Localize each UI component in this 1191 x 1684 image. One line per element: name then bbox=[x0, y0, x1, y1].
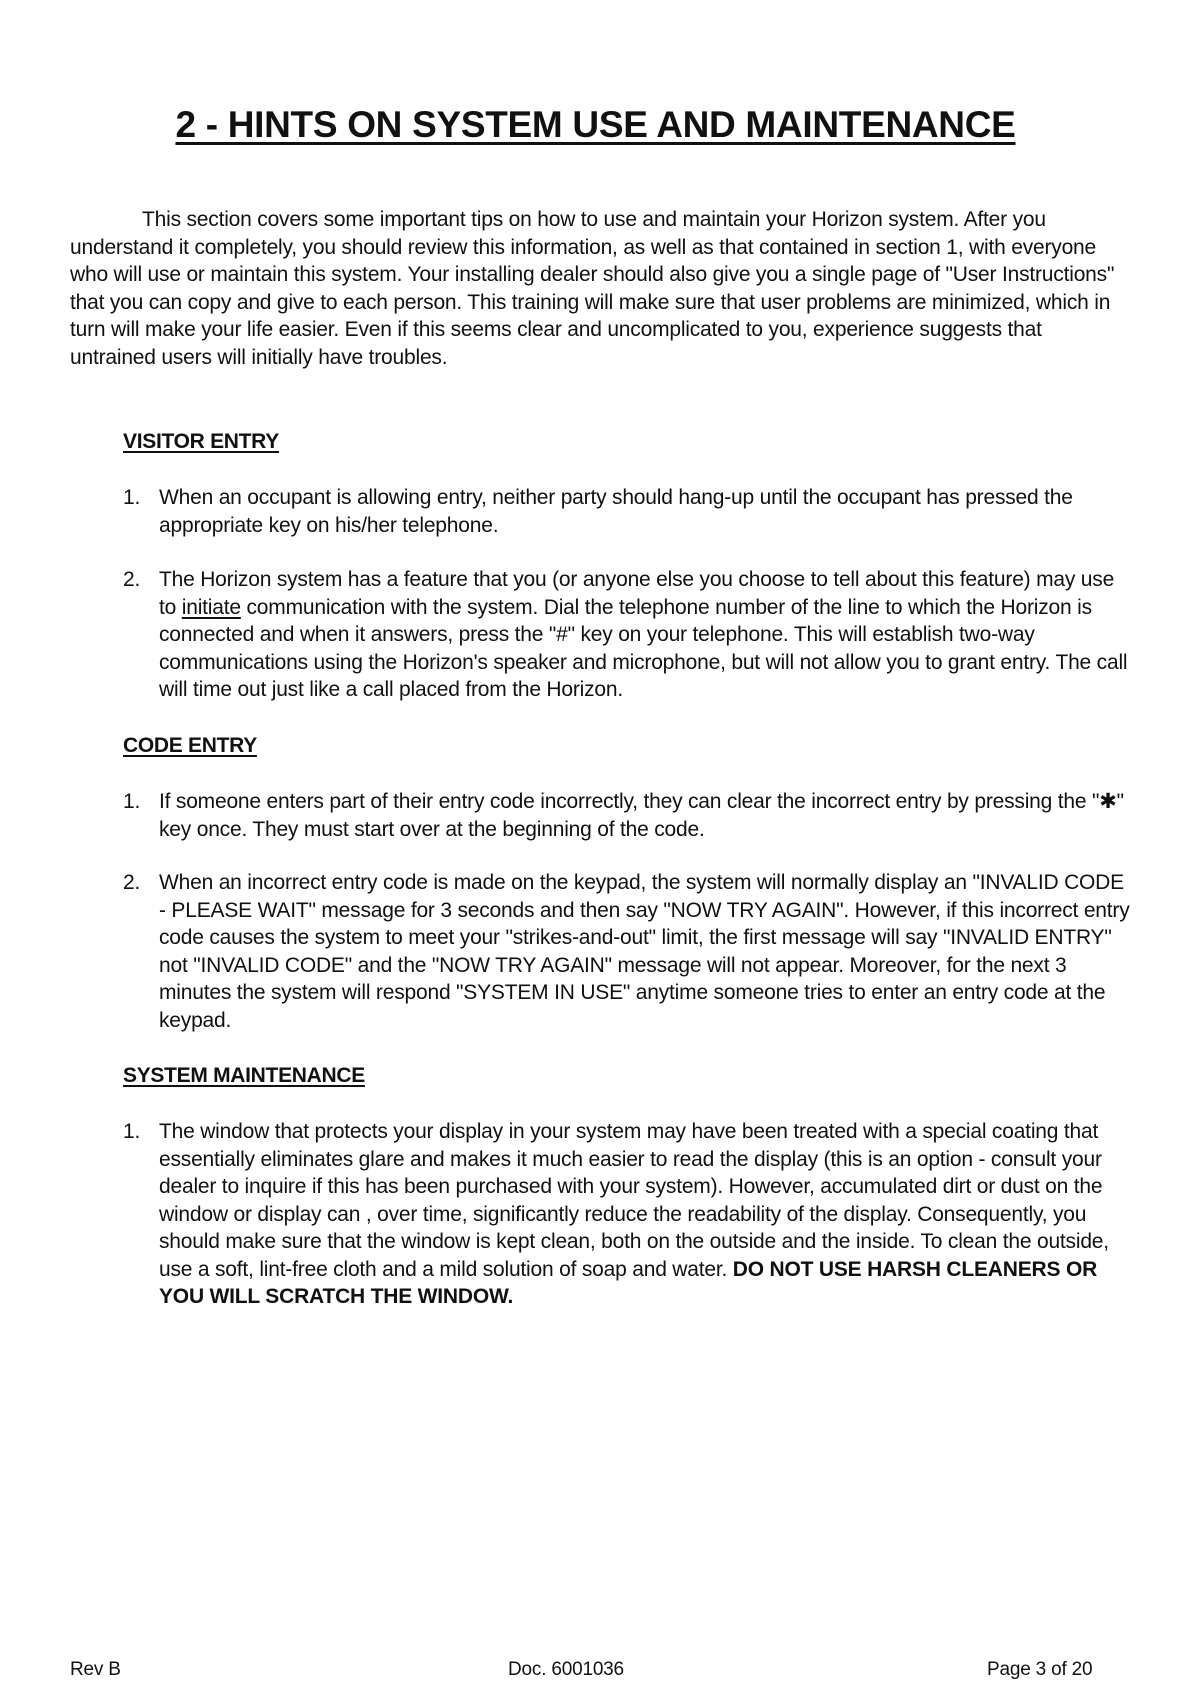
footer-doc-number: Doc. 6001036 bbox=[508, 1659, 624, 1680]
footer-revision: Rev B bbox=[70, 1659, 121, 1680]
code-entry-item-1 bbox=[123, 788, 1133, 843]
item-text: When an occupant is allowing entry, neither party should hang-up until the occupant has pressed the appropriate key on his/her telephone. bbox=[159, 486, 1073, 537]
item-number: 1. bbox=[123, 1120, 141, 1143]
item-text bbox=[159, 1118, 1133, 1311]
visitor-entry-item-1 bbox=[123, 484, 1133, 539]
page-title: 2 - HINTS ON SYSTEM USE AND MAINTENANCE bbox=[175, 104, 1016, 145]
initiate-emphasis: initiate bbox=[181, 595, 241, 619]
item-text: When an incorrect entry code is made on the keypad, the system will normally display an "INVALID CODE - PLEASE WAIT" message for 3 seconds and then say "NOW TRY AGAIN". However, if this incorrect entry code causes the system to meet your "strikes-and-out" limit, the first message will say "INVALID ENTRY" not "INVALID CODE" and the "NOW TRY AGAIN" message will not appear. Moreover, for the next 3 minutes the system will respond "SYSTEM IN USE" anytime someone tries to enter an entry code at the keypad. bbox=[159, 871, 1130, 1032]
warning-text: DO NOT USE HARSH CLEANERS OR YOU WILL SCRATCH THE WINDOW. bbox=[159, 1257, 1098, 1308]
item-text bbox=[159, 566, 1133, 704]
system-maintenance-heading: SYSTEM MAINTENANCE bbox=[123, 1064, 365, 1087]
item-text-part: The window that protects your display in your system may have been treated with a special coating that essentially eliminates glare and makes it much easier to read the display (this is an option - consult your dealer to inquire if this has been purchased with your system). However, accumulated dirt or dust on the window or display can , over time, significantly reduce the readability of the display. Consequently, you should make sure that the window is kept clean, both on the outside and the inside. To clean the outside, use a soft, lint-free cloth and a mild solution of soap and water. bbox=[159, 1120, 1109, 1281]
code-entry-heading: CODE ENTRY bbox=[123, 734, 257, 757]
item-text-part: The Horizon system has a feature that you (or anyone else you choose to tell about this feature) may use to bbox=[159, 568, 1115, 619]
item-text-part: communication with the system. Dial the telephone number of the line to which the Horizon is connected and when it answers, press the "#" key on your telephone. This will establish two-way communications using the Horizon's speaker and microphone, but will not allow you to grant entry. The call will time out just like a call placed from the Horizon. bbox=[159, 595, 1128, 701]
visitor-entry-heading: VISITOR ENTRY bbox=[123, 430, 279, 453]
code-entry-item-2 bbox=[123, 869, 1133, 1034]
footer-page-number: Page 3 of 20 bbox=[987, 1659, 1093, 1680]
item-number: 1. bbox=[123, 790, 141, 813]
visitor-entry-item-2 bbox=[123, 566, 1133, 704]
item-number: 2. bbox=[123, 568, 141, 591]
item-number: 2. bbox=[123, 871, 141, 894]
item-number: 1. bbox=[123, 486, 141, 509]
intro-paragraph: This section covers some important tips on how to use and maintain your Horizon system. After you understand it completely, you should review this information, as well as that contained in section 1, with everyone who will use or maintain this system. Your installing dealer should also give you a single page of "User Instructions" that you can copy and give to each person. This training will make sure that user problems are minimized, which in turn will make your life easier. Even if this seems clear and uncomplicated to you, experience suggests that untrained users will initially have troubles. bbox=[70, 208, 1115, 369]
item-text: If someone enters part of their entry code incorrectly, they can clear the incorrect entry by pressing the "✱" key once. They must start over at the beginning of the code. bbox=[159, 790, 1124, 841]
system-maintenance-item-1 bbox=[123, 1118, 1133, 1311]
